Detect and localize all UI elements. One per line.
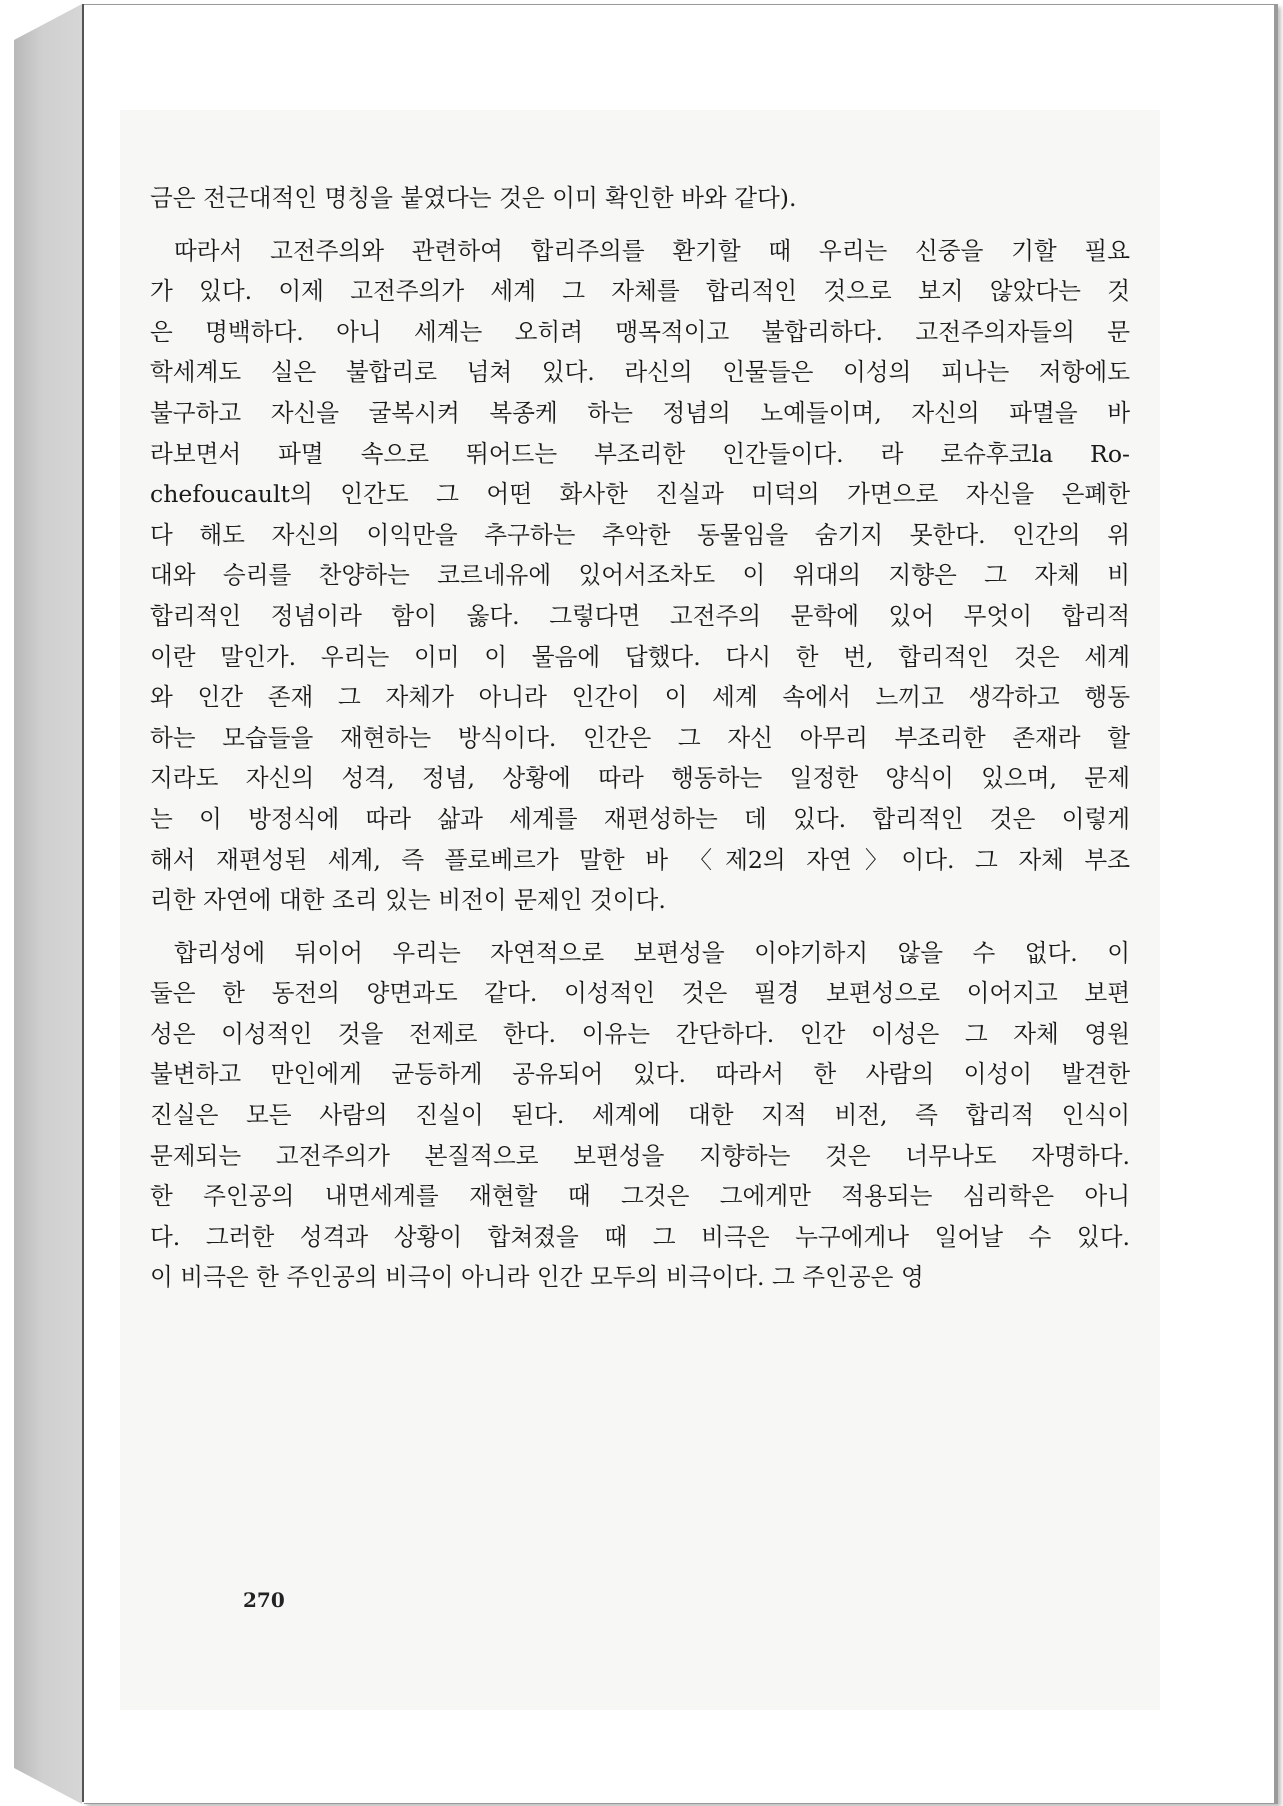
text-line: 이란 말인가. 우리는 이미 이 물음에 답했다. 다시 한 번, 합리적인 것은 세계 bbox=[150, 642, 1130, 671]
text-line: 가 있다. 이제 고전주의가 세계 그 자체를 합리적인 것으로 보지 않았다는 것 bbox=[150, 277, 1130, 306]
text-line: 합리적인 정념이라 함이 옳다. 그렇다면 고전주의 문학에 있어 무엇이 합리적 bbox=[150, 601, 1130, 630]
text-line: 한 주인공의 내면세계를 재현할 때 그것은 그에게만 적용되는 심리학은 아니 bbox=[150, 1182, 1130, 1211]
text-line: 은 명백하다. 아니 세계는 오히려 맹목적이고 불합리하다. 고전주의자들의 문 bbox=[150, 317, 1130, 346]
text-line: 대와 승리를 찬양하는 코르네유에 있어서조차도 이 위대의 지향은 그 자체 비 bbox=[150, 561, 1130, 590]
text-line: chefoucault의 인간도 그 어떤 화사한 진실과 미덕의 가면으로 자신을 은폐한 bbox=[150, 480, 1130, 509]
paragraph bbox=[150, 933, 1130, 1298]
text-line: 지라도 자신의 성격, 정념, 상황에 따라 행동하는 일정한 양식이 있으며, 문제 bbox=[150, 764, 1130, 793]
book-spine bbox=[14, 4, 82, 1804]
text-line: 라보면서 파멸 속으로 뛰어드는 부조리한 인간들이다. 라 로슈후코la Ro- bbox=[150, 439, 1130, 468]
text-line: 리한 자연에 대한 조리 있는 비전이 문제인 것이다. bbox=[150, 886, 666, 915]
paragraph-gap bbox=[150, 219, 1130, 231]
text-line: 문제되는 고전주의가 본질적으로 보편성을 지향하는 것은 너무나도 자명하다. bbox=[150, 1141, 1130, 1170]
text-line: 금은 전근대적인 명칭을 붙였다는 것은 이미 확인한 바와 같다). bbox=[150, 184, 797, 212]
text-line: 다 해도 자신의 이익만을 추구하는 추악한 동물임을 숨기지 못한다. 인간의 위 bbox=[150, 520, 1130, 549]
text-line: 학세계도 실은 불합리로 넘쳐 있다. 라신의 인물들은 이성의 피나는 저항에도 bbox=[150, 358, 1130, 387]
page-body-text bbox=[150, 178, 1130, 1298]
text-line: 둘은 한 동전의 양면과도 같다. 이성적인 것은 필경 보편성으로 이어지고 보편 bbox=[150, 979, 1130, 1008]
text-line: 합리성에 뒤이어 우리는 자연적으로 보편성을 이야기하지 않을 수 없다. 이 bbox=[174, 938, 1130, 967]
text-line: 하는 모습들을 재현하는 방식이다. 인간은 그 자신 아무리 부조리한 존재라 할 bbox=[150, 723, 1130, 752]
paragraph bbox=[150, 231, 1130, 921]
paragraph-gap bbox=[150, 921, 1130, 933]
text-line: 따라서 고전주의와 관련하여 합리주의를 환기할 때 우리는 신중을 기할 필요 bbox=[174, 236, 1130, 265]
text-line: 는 이 방정식에 따라 삶과 세계를 재편성하는 데 있다. 합리적인 것은 이렇게 bbox=[150, 804, 1130, 833]
text-line: 성은 이성적인 것을 전제로 한다. 이유는 간단하다. 인간 이성은 그 자체 영원 bbox=[150, 1019, 1130, 1048]
text-line: 불변하고 만인에게 균등하게 공유되어 있다. 따라서 한 사람의 이성이 발견한 bbox=[150, 1060, 1130, 1089]
page-number: 270 bbox=[243, 1588, 285, 1612]
text-line: 와 인간 존재 그 자체가 아니라 인간이 이 세계 속에서 느끼고 생각하고 행동 bbox=[150, 683, 1130, 712]
text-line: 이 비극은 한 주인공의 비극이 아니라 인간 모두의 비극이다. 그 주인공은 영 bbox=[150, 1263, 924, 1292]
text-line: 진실은 모든 사람의 진실이 된다. 세계에 대한 지적 비전, 즉 합리적 인식이 bbox=[150, 1101, 1130, 1130]
text-line: 다. 그러한 성격과 상황이 합쳐졌을 때 그 비극은 누구에게나 일어날 수 있다. bbox=[150, 1222, 1130, 1251]
text-line: 해서 재편성된 세계, 즉 플로베르가 말한 바 〈제2의 자연〉이다. 그 자체 부조 bbox=[150, 845, 1130, 874]
paragraph bbox=[150, 178, 1130, 219]
text-line: 불구하고 자신을 굴복시켜 복종케 하는 정념의 노예들이며, 자신의 파멸을 바 bbox=[150, 398, 1130, 427]
